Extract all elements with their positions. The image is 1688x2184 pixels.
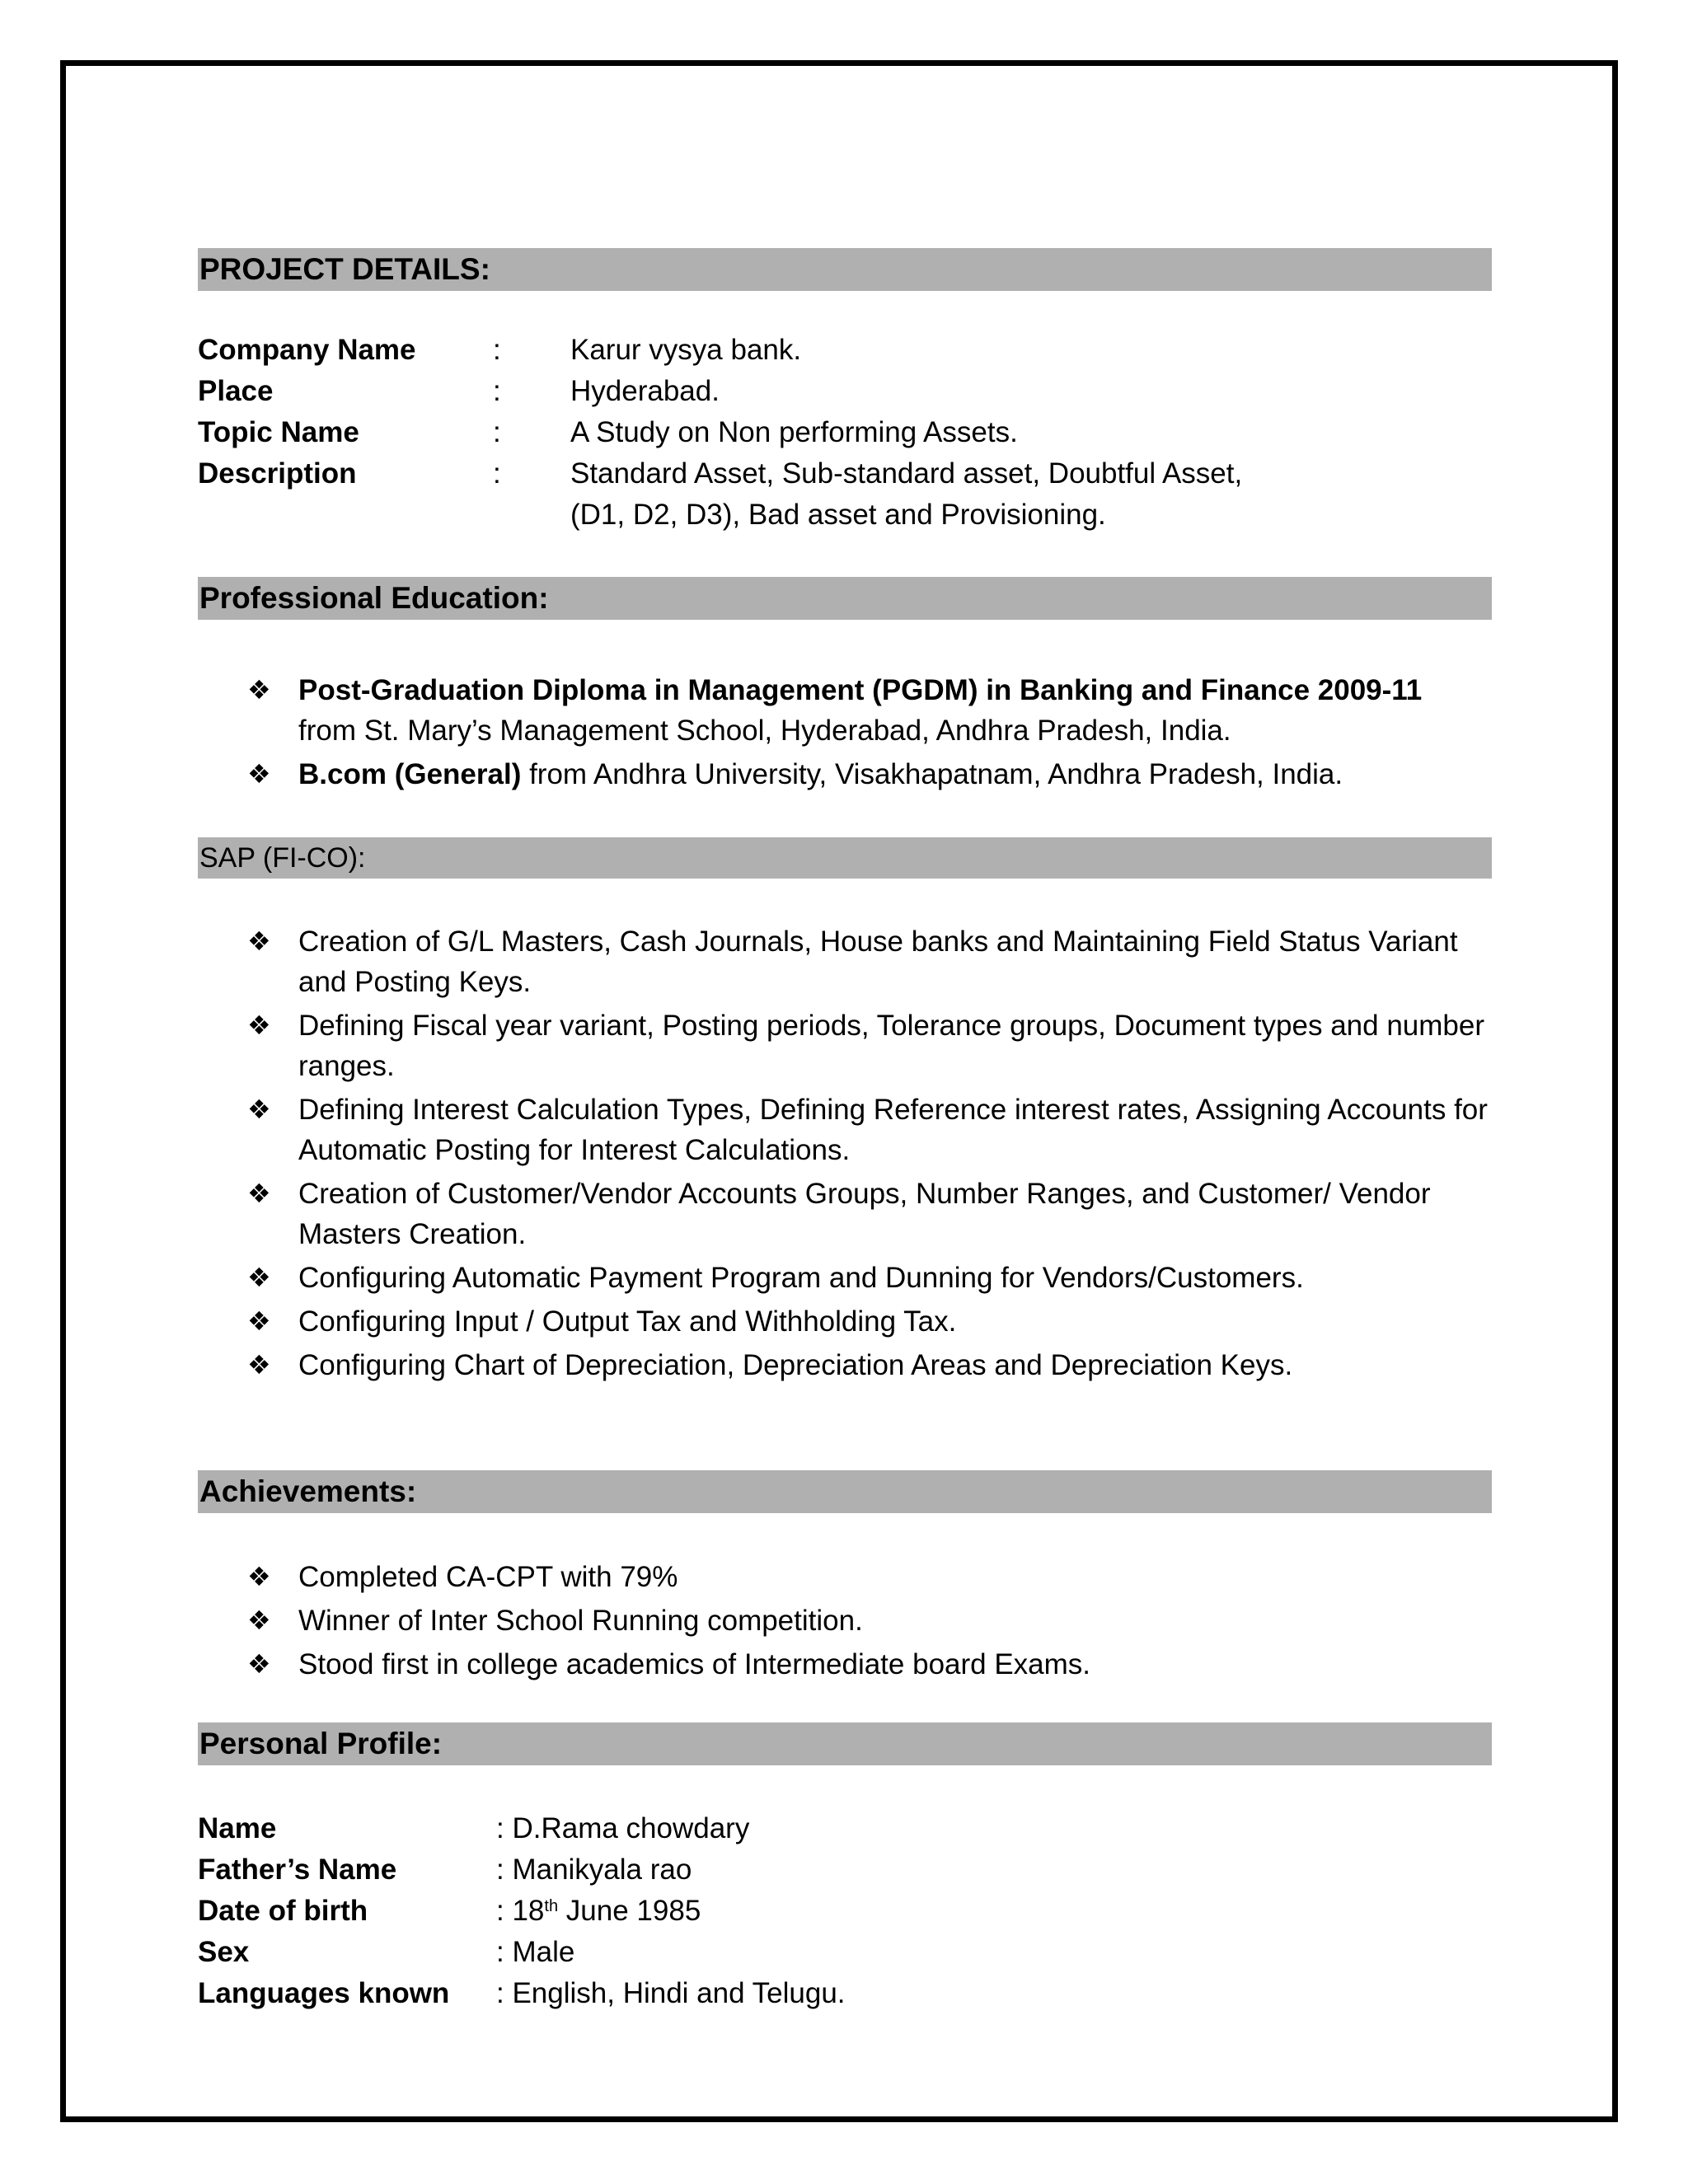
achievement-text: Winner of Inter School Running competition. bbox=[298, 1605, 863, 1637]
sap-item-text: Configuring Automatic Payment Program and Dunning for Vendors/Customers. bbox=[298, 1262, 1304, 1294]
diamond-bullet-icon: ❖ bbox=[247, 1263, 271, 1292]
diamond-bullet-icon: ❖ bbox=[247, 1179, 271, 1208]
list-item bbox=[247, 754, 1493, 794]
education-detail: from St. Mary’s Management School, Hyderabad, Andhra Pradesh, India. bbox=[298, 715, 1231, 747]
project-details-heading: PROJECT DETAILS: bbox=[198, 248, 1492, 291]
project-value: Hyderabad. bbox=[570, 375, 720, 407]
education-degree: Post-Graduation Diploma in Management (PGDM) in Banking and Finance 2009-11 bbox=[298, 674, 1423, 706]
project-colon: : bbox=[493, 334, 501, 366]
list-item bbox=[247, 1005, 1493, 1086]
project-value: Standard Asset, Sub-standard asset, Doubtful Asset, bbox=[570, 457, 1243, 490]
sap-heading-text: SAP (FI-CO): bbox=[199, 842, 366, 874]
project-value: Karur vysya bank. bbox=[570, 334, 802, 366]
profile-value: : Male bbox=[496, 1936, 575, 1968]
sap-item-text: Configuring Input / Output Tax and Withholding Tax. bbox=[298, 1305, 957, 1338]
profile-value bbox=[496, 1891, 701, 1932]
achievements-heading: Achievements: bbox=[198, 1470, 1492, 1513]
project-label: Company Name bbox=[198, 334, 416, 366]
achievement-text: Stood first in college academics of Intermediate board Exams. bbox=[298, 1648, 1091, 1680]
achievements-list bbox=[247, 1557, 1493, 1688]
sap-list bbox=[247, 921, 1493, 1389]
sap-item-text: Creation of G/L Masters, Cash Journals, House banks and Maintaining Field Status Variant and Posting Keys. bbox=[298, 926, 1458, 998]
list-item bbox=[247, 1644, 1493, 1685]
diamond-bullet-icon: ❖ bbox=[247, 926, 271, 956]
achievement-text: Completed CA-CPT with 79% bbox=[298, 1561, 678, 1593]
profile-value: : D.Rama chowdary bbox=[496, 1812, 750, 1844]
sap-item-text: Creation of Customer/Vendor Accounts Groups, Number Ranges, and Customer/ Vendor Masters Creation. bbox=[298, 1178, 1431, 1250]
diamond-bullet-icon: ❖ bbox=[247, 1094, 271, 1124]
list-item bbox=[247, 670, 1493, 751]
profile-label: Date of birth bbox=[198, 1895, 368, 1927]
sap-item-text: Defining Fiscal year variant, Posting periods, Tolerance groups, Document types and number ranges. bbox=[298, 1010, 1484, 1082]
profile-label: Father’s Name bbox=[198, 1854, 397, 1886]
profile-value: : Manikyala rao bbox=[496, 1854, 692, 1886]
diamond-bullet-icon: ❖ bbox=[247, 1562, 271, 1591]
project-colon: : bbox=[493, 457, 501, 490]
list-item bbox=[247, 1174, 1493, 1254]
project-label: Place bbox=[198, 375, 274, 407]
dob-pre: : 18 bbox=[496, 1895, 545, 1927]
list-item bbox=[247, 1258, 1493, 1298]
diamond-bullet-icon: ❖ bbox=[247, 675, 271, 705]
diamond-bullet-icon: ❖ bbox=[247, 1350, 271, 1380]
list-item bbox=[247, 1601, 1493, 1641]
diamond-bullet-icon: ❖ bbox=[247, 759, 271, 789]
list-item bbox=[247, 1345, 1493, 1385]
education-degree: B.com (General) bbox=[298, 758, 522, 790]
list-item bbox=[247, 1301, 1493, 1342]
profile-label: Name bbox=[198, 1812, 277, 1844]
profile-value: : English, Hindi and Telugu. bbox=[496, 1977, 846, 2009]
diamond-bullet-icon: ❖ bbox=[247, 1010, 271, 1040]
sap-heading bbox=[198, 837, 1492, 879]
education-list bbox=[247, 670, 1493, 798]
diamond-bullet-icon: ❖ bbox=[247, 1605, 271, 1635]
education-detail: from Andhra University, Visakhapatnam, Andhra Pradesh, India. bbox=[521, 758, 1343, 790]
list-item bbox=[247, 1557, 1493, 1597]
diamond-bullet-icon: ❖ bbox=[247, 1649, 271, 1679]
dob-post: June 1985 bbox=[558, 1895, 701, 1927]
sap-item-text: Defining Interest Calculation Types, Defining Reference interest rates, Assigning Accounts for Automatic Posting for Interest Calculations. bbox=[298, 1094, 1488, 1166]
education-heading: Professional Education: bbox=[198, 577, 1492, 620]
project-value: A Study on Non performing Assets. bbox=[570, 416, 1018, 448]
profile-label: Languages known bbox=[198, 1977, 450, 2009]
project-colon: : bbox=[493, 416, 501, 448]
list-item bbox=[247, 921, 1493, 1002]
dob-ordinal: th bbox=[544, 1897, 559, 1915]
diamond-bullet-icon: ❖ bbox=[247, 1306, 271, 1336]
project-label: Description bbox=[198, 457, 357, 490]
list-item bbox=[247, 1090, 1493, 1170]
project-label: Topic Name bbox=[198, 416, 359, 448]
sap-item-text: Configuring Chart of Depreciation, Depreciation Areas and Depreciation Keys. bbox=[298, 1349, 1293, 1381]
project-value: (D1, D2, D3), Bad asset and Provisioning. bbox=[570, 499, 1106, 531]
project-colon: : bbox=[493, 375, 501, 407]
profile-label: Sex bbox=[198, 1936, 250, 1968]
personal-profile-heading: Personal Profile: bbox=[198, 1722, 1492, 1765]
